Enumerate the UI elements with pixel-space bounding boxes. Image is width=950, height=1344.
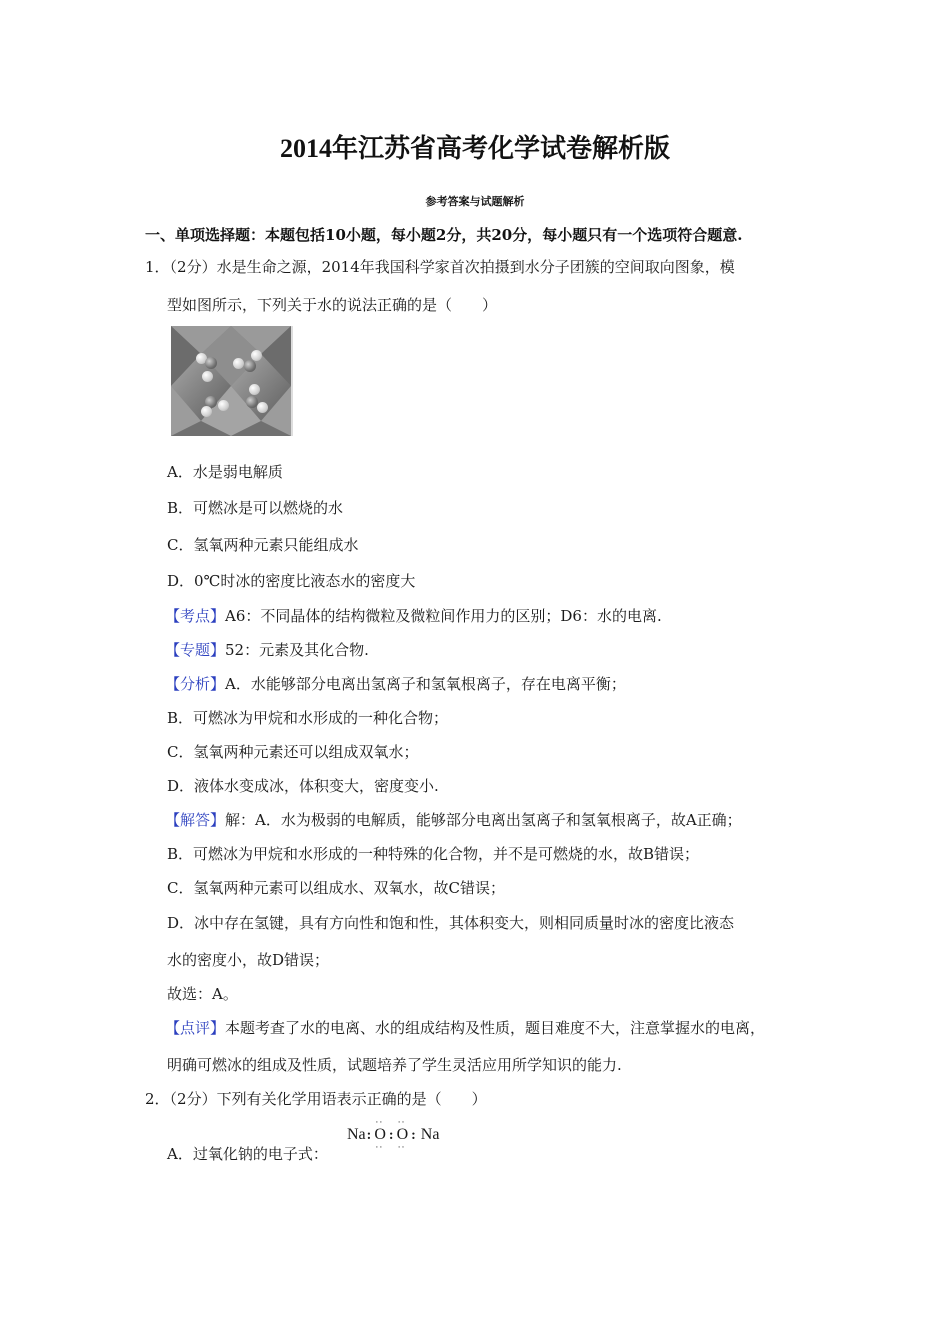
kaodian-line bbox=[165, 605, 662, 626]
jieda-line-1 bbox=[165, 809, 742, 830]
option-b bbox=[167, 497, 343, 518]
sodium-right: Na bbox=[420, 1126, 440, 1143]
jieda-line-5: 水的密度小，故D错误； bbox=[167, 951, 330, 969]
document-title: 2014年江苏省高考化学试卷解析版 bbox=[279, 134, 670, 163]
option-c bbox=[167, 534, 359, 555]
fenxi-line-1 bbox=[165, 673, 626, 694]
jieda-tag: 【解答】 bbox=[165, 811, 226, 829]
oxygen-atom bbox=[244, 360, 256, 372]
oxygen-atom bbox=[205, 357, 217, 369]
electron-pair-dots: : bbox=[366, 1128, 372, 1143]
option-text: 可燃冰是可以燃烧的水 bbox=[193, 499, 344, 517]
option-label: A． bbox=[167, 1145, 193, 1163]
question-1-stem-line2: 型如图所示，下列关于水的说法正确的是（ ） bbox=[167, 296, 498, 314]
jieda-text: 解：A．水为极弱的电解质，能够部分电离出氢离子和氢氧根离子，故A正确； bbox=[225, 811, 742, 829]
option-label: B． bbox=[167, 499, 194, 517]
hydrogen-atom bbox=[201, 406, 212, 417]
hydrogen-atom bbox=[202, 371, 213, 382]
oxygen-atom-2: ·· O ·· bbox=[396, 1117, 409, 1152]
hydrogen-atom bbox=[249, 384, 260, 395]
jieda-line-2: B．可燃冰为甲烷和水形成的一种特殊的化合物，并不是可燃烧的水，故B错误； bbox=[167, 845, 700, 863]
section-heading: 一、单项选择题：本题包括10小题，每小题2分，共20分，每小题只有一个选项符合题意. bbox=[145, 226, 743, 244]
kaodian-tag: 【考点】 bbox=[165, 607, 226, 625]
question-text: （2分）水是生命之源，2014年我国科学家首次拍摄到水分子团簇的空间取向图象，模 bbox=[169, 258, 735, 276]
hydrogen-atom bbox=[218, 400, 229, 411]
option-text: 过氧化钠的电子式： bbox=[192, 1145, 328, 1163]
electron-dots-bottom: ·· bbox=[375, 1142, 384, 1152]
electron-dots-top: ·· bbox=[397, 1117, 406, 1127]
question-2-option-a bbox=[167, 1143, 328, 1164]
sodium-left: Na bbox=[347, 1126, 366, 1143]
question-text: （2分）下列有关化学用语表示正确的是（ ） bbox=[169, 1090, 487, 1108]
option-a bbox=[167, 461, 283, 482]
hydrogen-atom bbox=[257, 402, 268, 413]
question-number: 2． bbox=[145, 1090, 170, 1108]
jieda-line-4: D．冰中存在氢键，具有方向性和饱和性，其体积变大，则相同质量时冰的密度比液态 bbox=[167, 914, 735, 932]
water-molecule-cluster-image bbox=[171, 326, 293, 436]
option-text: 0℃时冰的密度比液态水的密度大 bbox=[194, 572, 416, 590]
option-label: D． bbox=[167, 572, 195, 590]
question-2-stem bbox=[145, 1088, 487, 1109]
kaodian-text: A6：不同晶体的结构微粒及微粒间作用力的区别；D6：水的电离. bbox=[225, 607, 662, 625]
fenxi-tag: 【分析】 bbox=[165, 675, 226, 693]
electron-pair-dots: : bbox=[411, 1128, 416, 1143]
hydrogen-atom bbox=[251, 350, 262, 361]
option-text: 水是弱电解质 bbox=[192, 463, 283, 481]
fenxi-line-3: C．氢氧两种元素还可以组成双氧水； bbox=[167, 743, 419, 761]
option-label: C． bbox=[167, 536, 194, 554]
electron-dots-bottom: ·· bbox=[397, 1142, 406, 1152]
document-subtitle: 参考答案与试题解析 bbox=[425, 195, 525, 208]
figure-background bbox=[171, 326, 291, 436]
dianping-text: 本题考查了水的电离、水的组成结构及性质，题目难度不大，注意掌握水的电离， bbox=[225, 1019, 766, 1037]
jieda-line-6: 故选：A。 bbox=[167, 985, 238, 1003]
dianping-tag: 【点评】 bbox=[165, 1019, 226, 1037]
fenxi-text: A．水能够部分电离出氢离子和氢氧根离子，存在电离平衡； bbox=[225, 675, 626, 693]
zhuanti-text: 52：元素及其化合物. bbox=[225, 641, 369, 659]
dianping-line-1 bbox=[165, 1017, 765, 1038]
fenxi-line-2: B．可燃冰为甲烷和水形成的一种化合物； bbox=[167, 709, 449, 727]
zhuanti-line bbox=[165, 639, 369, 660]
option-text: 氢氧两种元素只能组成水 bbox=[193, 536, 359, 554]
hydrogen-atom bbox=[233, 358, 244, 369]
sodium-peroxide-electron-formula bbox=[347, 1117, 440, 1152]
electron-dots-top: ·· bbox=[375, 1117, 384, 1127]
fenxi-line-4: D．液体水变成冰，体积变大，密度变小. bbox=[167, 777, 439, 795]
oxygen-atom-1: ·· O ·· bbox=[374, 1117, 386, 1152]
electron-pair-dots: : bbox=[388, 1128, 394, 1143]
zhuanti-tag: 【专题】 bbox=[165, 641, 226, 659]
jieda-line-3: C．氢氧两种元素可以组成水、双氧水，故C错误； bbox=[167, 879, 505, 897]
option-d bbox=[167, 570, 415, 591]
option-label: A． bbox=[167, 463, 193, 481]
dianping-line-2: 明确可燃冰的组成及性质，试题培养了学生灵活应用所学知识的能力. bbox=[167, 1056, 622, 1074]
question-1-stem-line1 bbox=[145, 256, 735, 277]
question-number: 1． bbox=[145, 258, 170, 276]
